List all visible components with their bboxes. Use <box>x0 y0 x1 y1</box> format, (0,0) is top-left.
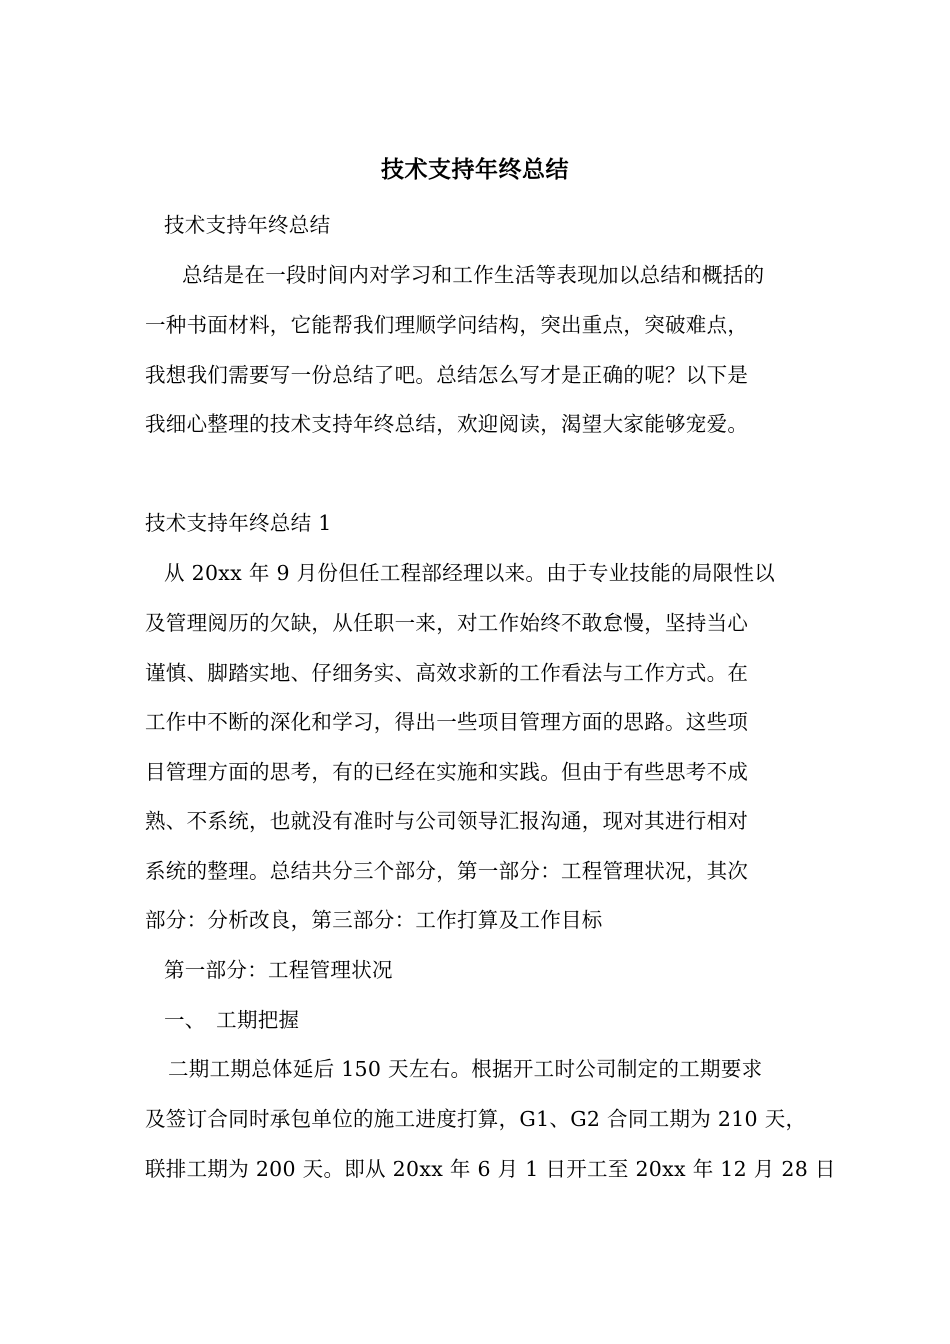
part-heading: 第一部分：工程管理状况 <box>164 958 393 982</box>
subtitle-line: 技术支持年终总结 <box>164 213 331 237</box>
section-heading: 技术支持年终总结 1 <box>145 511 332 535</box>
paragraph-line: 及签订合同时承包单位的施工进度打算，G1、G2 合同工期为 210 天， <box>145 1107 807 1131</box>
paragraph-line: 联排工期为 200 天。即从 20xx 年 6 月 1 日开工至 20xx 年 12 月 28 日 <box>145 1157 836 1181</box>
document-title: 技术支持年终总结 <box>381 157 569 183</box>
paragraph-line: 工作中不断的深化和学习，得出一些项目管理方面的思路。这些项 <box>145 710 749 734</box>
paragraph-line: 我细心整理的技术支持年终总结，欢迎阅读，渴望大家能够宠爱。 <box>145 412 749 436</box>
paragraph-line: 谨慎、脚踏实地、仔细务实、高效求新的工作看法与工作方式。在 <box>145 661 749 685</box>
paragraph-line: 从 20xx 年 9 月份但任工程部经理以来。由于专业技能的局限性以 <box>164 561 776 585</box>
paragraph-line: 系统的整理。总结共分三个部分，第一部分：工程管理状况，其次 <box>145 859 749 883</box>
paragraph-line: 一种书面材料，它能帮我们理顺学问结构，突出重点，突破难点， <box>145 313 749 337</box>
paragraph-line: 总结是在一段时间内对学习和工作生活等表现加以总结和概括的 <box>182 263 765 287</box>
paragraph-line: 目管理方面的思考，有的已经在实施和实践。但由于有些思考不成 <box>145 760 749 784</box>
item-heading: 一、 工期把握 <box>164 1008 300 1032</box>
paragraph-line: 及管理阅历的欠缺，从任职一来，对工作始终不敢怠慢，坚持当心 <box>145 611 749 635</box>
paragraph-line: 我想我们需要写一份总结了吧。总结怎么写才是正确的呢？以下是 <box>145 363 749 387</box>
paragraph-line: 熟、不系统，也就没有准时与公司领导汇报沟通，现对其进行相对 <box>145 809 749 833</box>
paragraph-line: 部分：分析改良，第三部分：工作打算及工作目标 <box>145 908 603 932</box>
paragraph-line: 二期工期总体延后 150 天左右。根据开工时公司制定的工期要求 <box>168 1057 763 1081</box>
